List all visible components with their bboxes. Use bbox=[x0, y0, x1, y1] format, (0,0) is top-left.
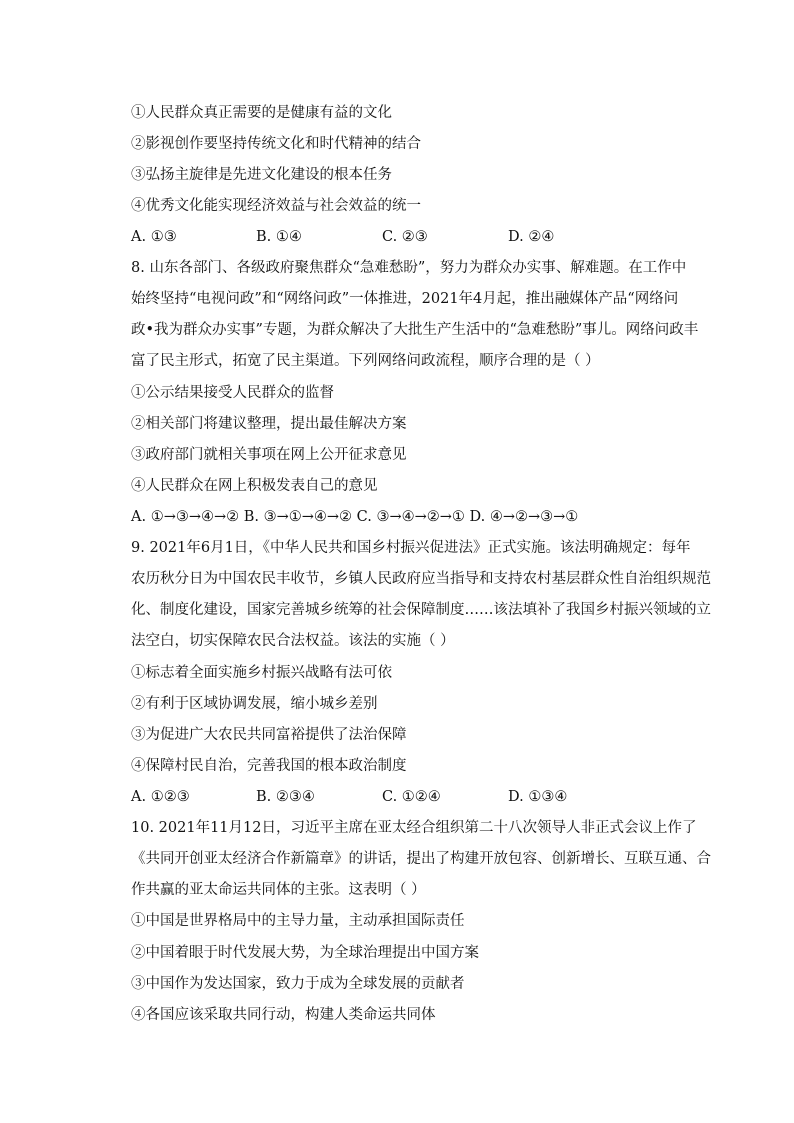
q8-stem-line-2: 始终坚持“电视问政”和“网络问政”一体推进，2021年4月起，推出融媒体产品“网络问 bbox=[131, 291, 679, 307]
q9-statement-2: ②有利于区域协调发展，缩小城乡差别 bbox=[131, 696, 378, 712]
q9-statement-3: ③为促进广大农民共同富裕提供了法治保障 bbox=[131, 727, 407, 743]
q7-statement-2: ②影视创作要坚持传统文化和时代精神的结合 bbox=[131, 136, 421, 152]
q9-statement-4: ④保障村民自治，完善我国的根本政治制度 bbox=[131, 758, 407, 774]
q8-statement-3: ③政府部门就相关事项在网上公开征求意见 bbox=[131, 447, 407, 463]
q9-stem-line-1: 9. 2021年6月1日，《中华人民共和国乡村振兴促进法》正式实施。该法明确规定：每年 bbox=[131, 540, 691, 556]
q9-statement-1: ①标志着全面实施乡村振兴战略有法可依 bbox=[131, 665, 392, 681]
q10-statement-1: ①中国是世界格局中的主导力量，主动承担国际责任 bbox=[131, 913, 465, 929]
q10-statement-2: ②中国着眼于时代发展大势，为全球治理提出中国方案 bbox=[131, 945, 479, 961]
q9-stem-line-3: 化、制度化建设，国家完善城乡统筹的社会保障制度……该法填补了我国乡村振兴领域的立 bbox=[131, 602, 711, 618]
q10-stem-line-3: 作共赢的亚太命运共同体的主张。这表明（ ） bbox=[131, 882, 426, 898]
q7-statement-3: ③弘扬主旋律是先进文化建设的根本任务 bbox=[131, 167, 392, 183]
q10-statement-3: ③中国作为发达国家，致力于成为全球发展的贡献者 bbox=[131, 976, 465, 992]
q8-statement-4: ④人民群众在网上积极发表自己的意见 bbox=[131, 478, 378, 494]
q10-stem-line-1: 10. 2021年11月12日，习近平主席在亚太经合组织第二十八次领导人非正式会议上作了 bbox=[131, 820, 697, 836]
q7-statement-4: ④优秀文化能实现经济效益与社会效益的统一 bbox=[131, 198, 421, 214]
q10-statement-4: ④各国应该采取共同行动，构建人类命运共同体 bbox=[131, 1007, 436, 1023]
q10-stem-line-2: 《共同开创亚太经济合作新篇章》的讲话，提出了构建开放包容、创新增长、互联互通、合 bbox=[131, 851, 711, 867]
q9-option-d: D. ①③④ bbox=[508, 789, 568, 805]
q8-stem-line-3: 政•我为群众办实事”专题，为群众解决了大批生产生活中的“急难愁盼”事儿。网络问政丰 bbox=[131, 322, 699, 338]
q9-option-c: C. ①②④ bbox=[382, 789, 441, 805]
q7-option-b: B. ①④ bbox=[256, 229, 302, 245]
q7-option-d: D. ②④ bbox=[508, 229, 555, 245]
q8-statement-1: ①公示结果接受人民群众的监督 bbox=[131, 385, 334, 401]
q7-statement-1: ①人民群众真正需要的是健康有益的文化 bbox=[131, 105, 392, 121]
q9-stem-line-4: 法空白，切实保障农民合法权益。该法的实施（ ） bbox=[131, 633, 455, 649]
q9-option-b: B. ②③④ bbox=[256, 789, 315, 805]
q9-option-a: A. ①②③ bbox=[131, 789, 190, 805]
q8-stem-line-1: 8. 山东各部门、各级政府聚焦群众“急难愁盼”，努力为群众办实事、解难题。在工作中 bbox=[131, 260, 687, 276]
q7-option-c: C. ②③ bbox=[382, 229, 428, 245]
q9-stem-line-2: 农历秋分日为中国农民丰收节，乡镇人民政府应当指导和支持农村基层群众性自治组织规范 bbox=[131, 571, 711, 587]
q8-options: A. ①→③→④→② B. ③→①→④→② C. ③→④→②→① D. ④→②→③→① bbox=[131, 509, 579, 525]
q7-option-a: A. ①③ bbox=[131, 229, 177, 245]
q8-statement-2: ②相关部门将建议整理，提出最佳解决方案 bbox=[131, 416, 407, 432]
q8-stem-line-4: 富了民主形式，拓宽了民主渠道。下列网络问政流程，顺序合理的是（ ） bbox=[131, 353, 600, 369]
